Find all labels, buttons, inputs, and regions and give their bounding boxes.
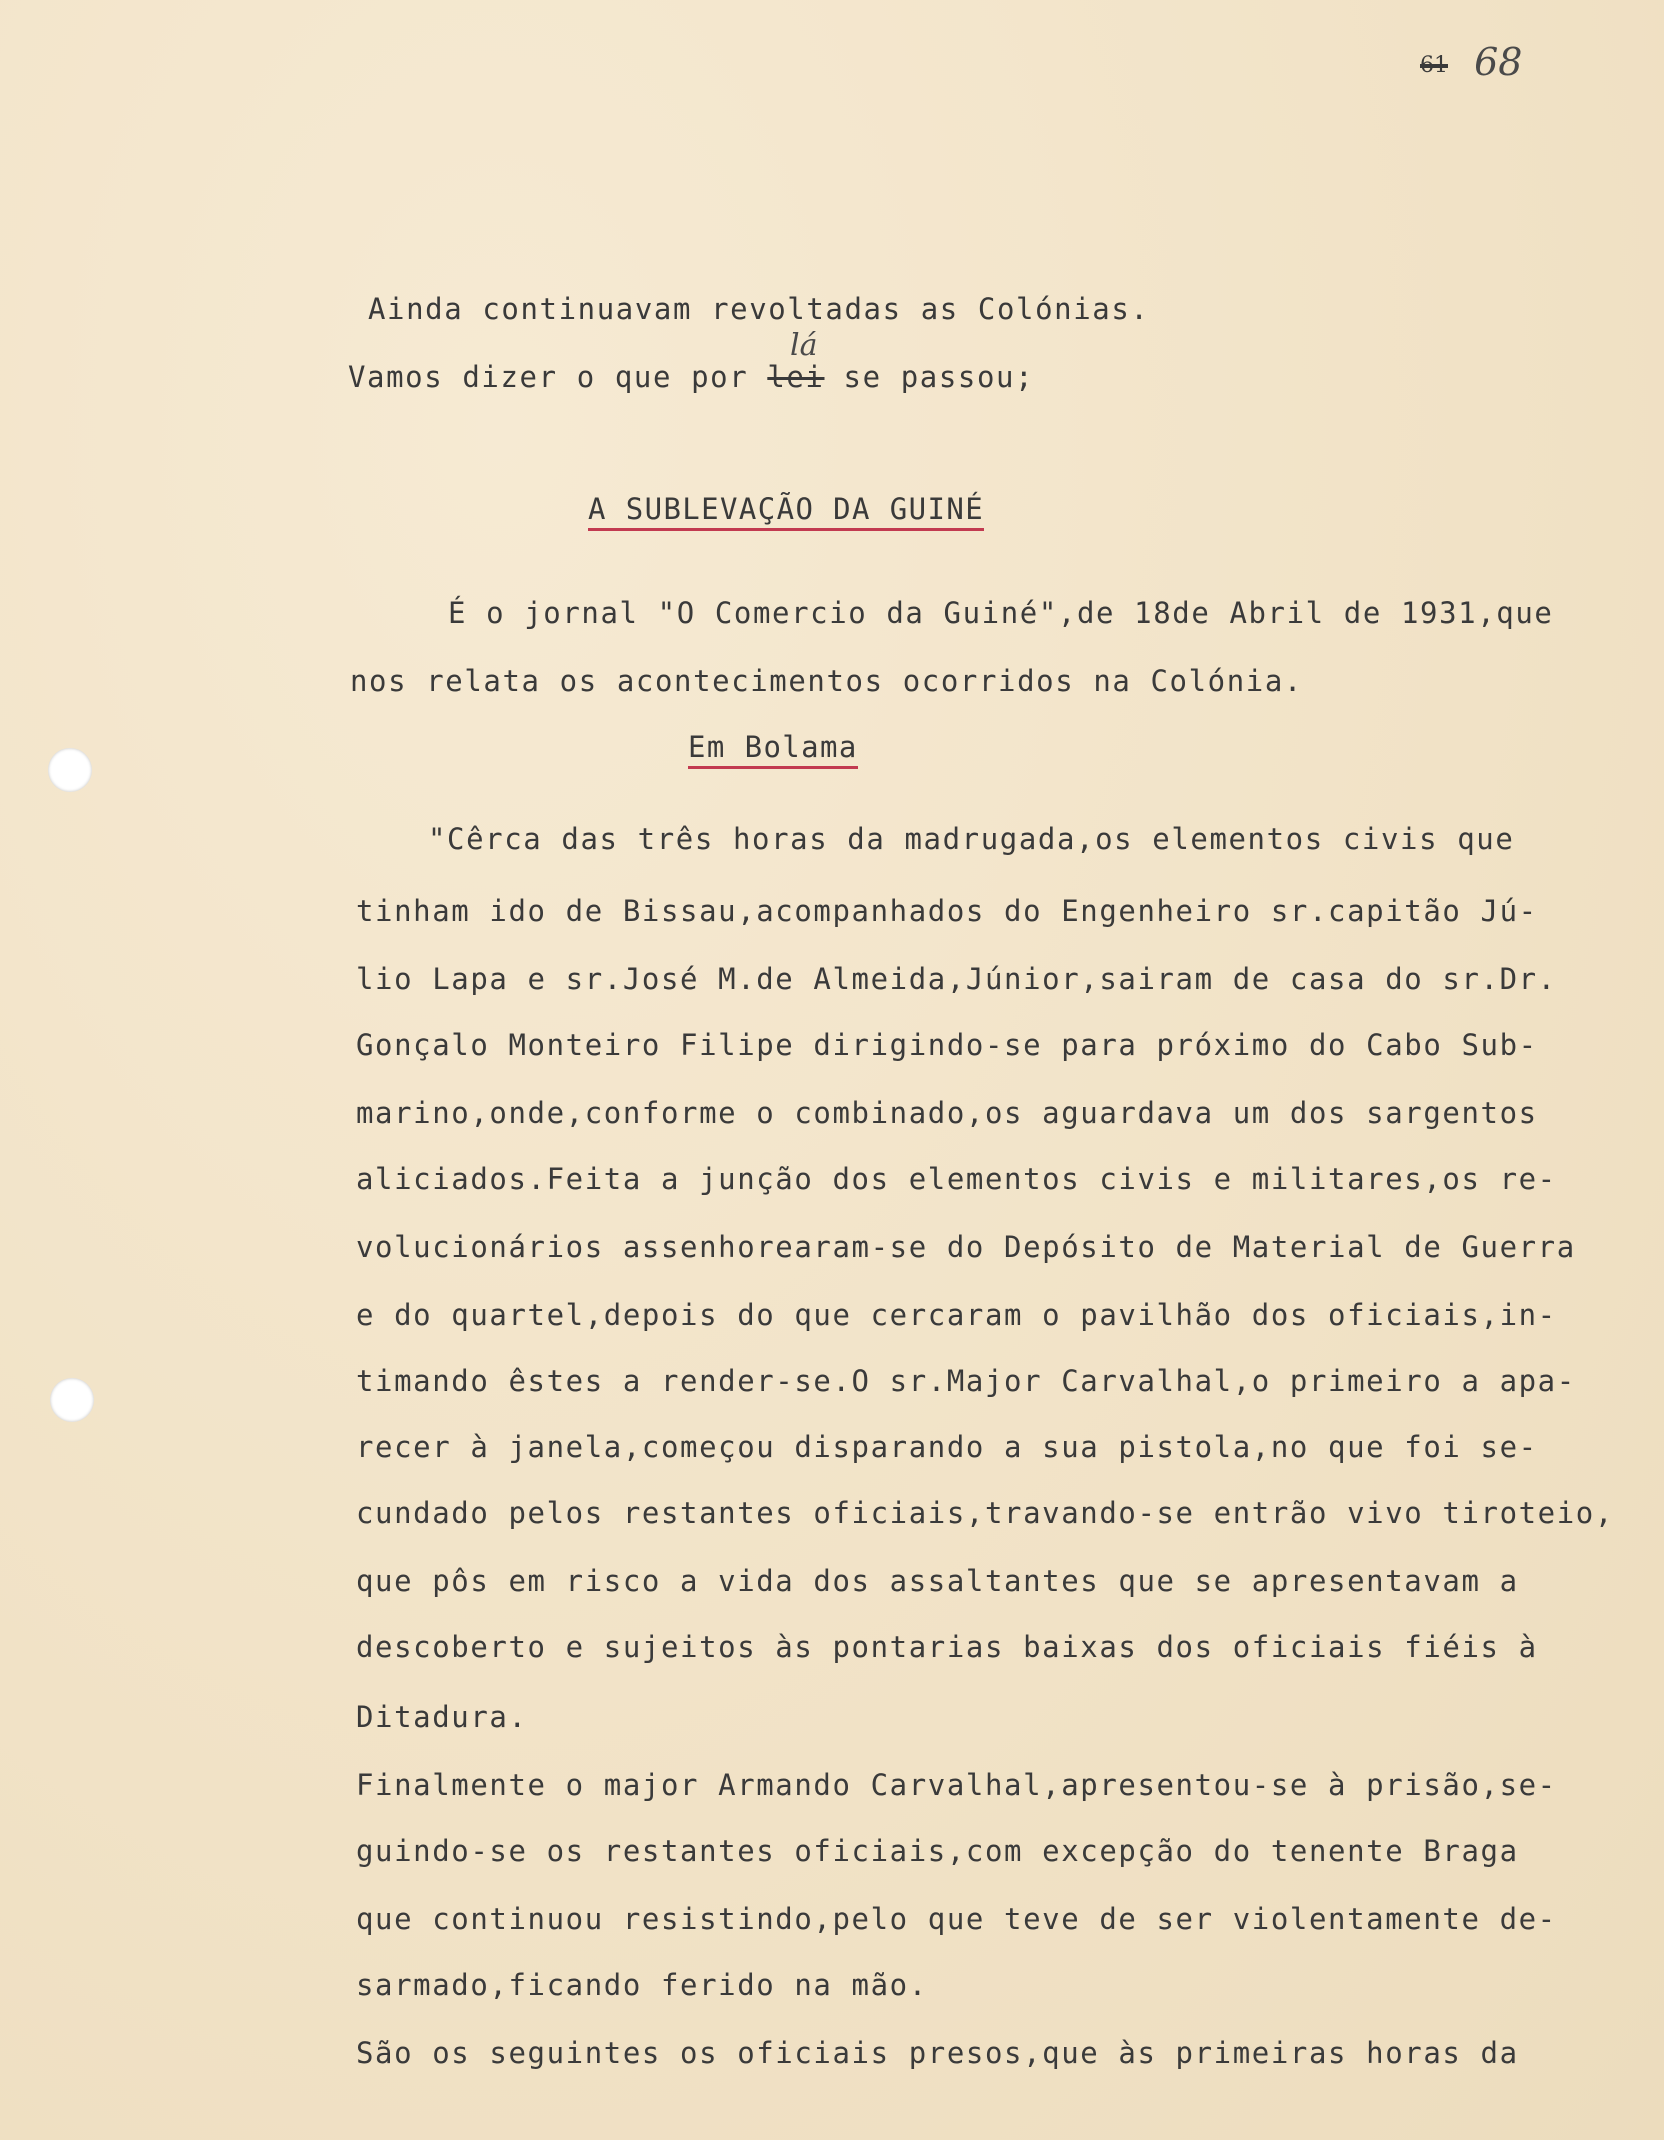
section-title: A SUBLEVAÇÃO DA GUINÉ	[588, 492, 984, 531]
page-number-new: 68	[1474, 40, 1523, 84]
body-line: marino,onde,conforme o combinado,os aguardava um dos sargentos	[356, 1096, 1538, 1130]
body-line: que continuou resistindo,pelo que teve de ser violentamente de-	[356, 1902, 1557, 1936]
body-line: "Cêrca das três horas da madrugada,os elementos civis que	[428, 822, 1515, 856]
intro-line-2-after: se passou;	[824, 360, 1035, 394]
body-line: recer à janela,começou disparando a sua pistola,no que foi se-	[356, 1430, 1538, 1464]
subsection-title: Em Bolama	[688, 730, 858, 769]
body-line: tinham ido de Bissau,acompanhados do Engenheiro sr.capitão Jú-	[356, 894, 1538, 928]
body-line: cundado pelos restantes oficiais,travando-se entrão vivo tiroteio,	[356, 1496, 1614, 1530]
handwritten-insertion: lá	[790, 328, 818, 363]
body-line: lio Lapa e sr.José M.de Almeida,Júnior,sairam de casa do sr.Dr.	[356, 962, 1557, 996]
body-line: guindo-se os restantes oficiais,com excepção do tenente Braga	[356, 1834, 1519, 1868]
intro-line-2	[348, 360, 1034, 394]
body-line: volucionários assenhorearam-se do Depósito de Material de Guerra	[356, 1230, 1576, 1264]
body-line: São os seguintes os oficiais presos,que às primeiras horas da	[356, 2036, 1519, 2070]
body-line: que pôs em risco a vida dos assaltantes que se apresentavam a	[356, 1564, 1519, 1598]
body-line: Gonçalo Monteiro Filipe dirigindo-se para próximo do Cabo Sub-	[356, 1028, 1538, 1062]
para1-line-2: nos relata os acontecimentos ocorridos na Colónia.	[350, 664, 1303, 698]
intro-line-1: Ainda continuavam revoltadas as Colónias.	[368, 292, 1150, 326]
body-line: sarmado,ficando ferido na mão.	[356, 1968, 928, 2002]
punch-hole-top	[48, 748, 92, 792]
para1-line-1: É o jornal "O Comercio da Guiné",de 18de Abril de 1931,que	[448, 596, 1554, 630]
body-line: timando êstes a render-se.O sr.Major Carvalhal,o primeiro a apa-	[356, 1364, 1576, 1398]
punch-hole-bottom	[50, 1378, 94, 1422]
body-line: e do quartel,depois do que cercaram o pavilhão dos oficiais,in-	[356, 1298, 1557, 1332]
page-number	[1420, 40, 1522, 84]
body-line: Finalmente o major Armando Carvalhal,apresentou-se à prisão,se-	[356, 1768, 1557, 1802]
body-line: descoberto e sujeitos às pontarias baixas dos oficiais fiéis à	[356, 1630, 1538, 1664]
page-number-old: 61	[1420, 53, 1448, 78]
struck-word: lei	[767, 360, 825, 394]
body-line: aliciados.Feita a junção dos elementos civis e militares,os re-	[356, 1162, 1557, 1196]
body-line: Ditadura.	[356, 1700, 528, 1734]
intro-line-2-before: Vamos dizer o que por	[348, 360, 768, 394]
